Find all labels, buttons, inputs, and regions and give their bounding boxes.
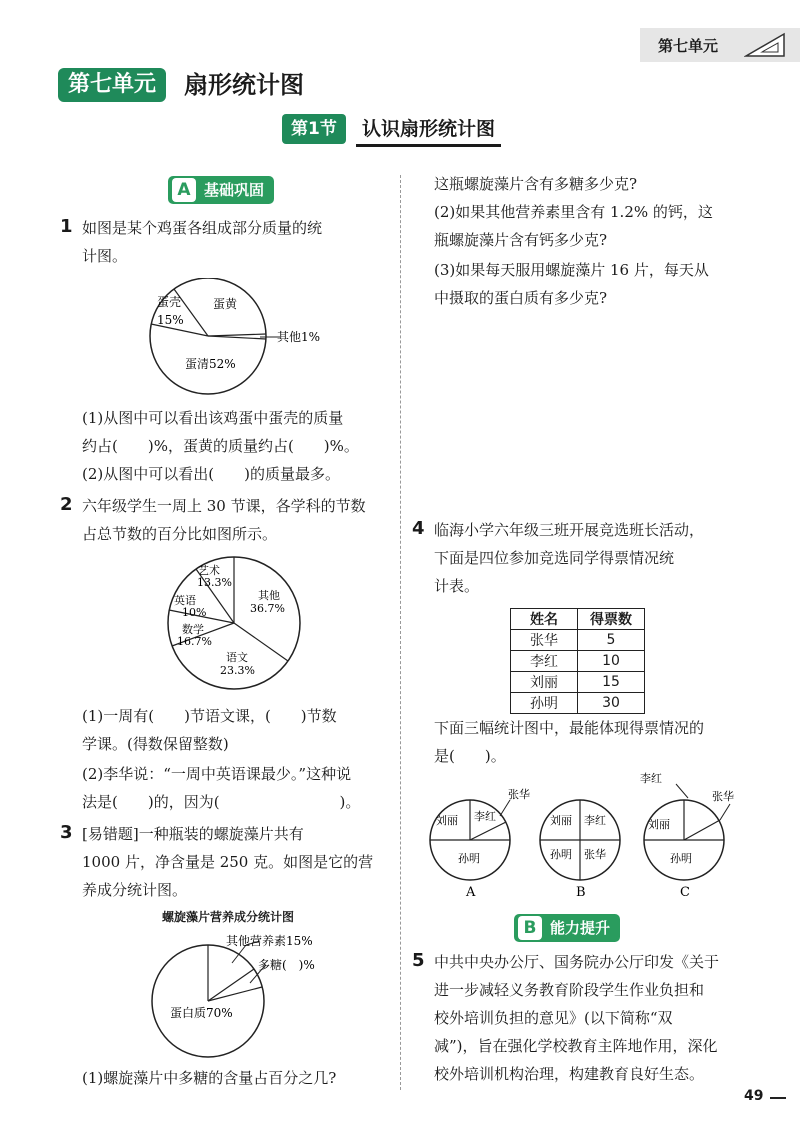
q2-number: 2 (60, 494, 73, 515)
table-row (511, 693, 645, 714)
q1-p2: (2)从图中可以看出( )的质量最多。 (82, 465, 340, 483)
q1-label-shell-pct: 15% (157, 313, 184, 327)
option-c-label-lihong: 李红 (640, 772, 662, 785)
tag-a-label: 基础巩固 (204, 181, 265, 199)
q3-line-1: [易错题]一种瓶装的螺旋藻片共有 (82, 825, 304, 843)
q3-chart-title: 螺旋藻片营养成分统计图 (162, 910, 295, 924)
q2-label-chinese: 语文 (226, 651, 248, 664)
table-header-votes: 得票数 (578, 609, 645, 630)
tag-basic (168, 176, 274, 204)
option-b-label-liuli: 刘丽 (550, 814, 572, 827)
q1-p1-line-1: (1)从图中可以看出该鸡蛋中蛋壳的质量 (82, 409, 344, 427)
q4-line-2: 下面是四位参加竞选同学得票情况统 (434, 549, 675, 567)
q2-label-english: 英语 (174, 594, 196, 607)
tag-a-letter: A (172, 178, 196, 202)
chapter-badge: 第七单元 (58, 68, 166, 102)
option-b-label-sunming: 孙明 (550, 848, 572, 861)
q1-line-1: 如图是某个鸡蛋各组成部分质量的统 (82, 219, 323, 237)
q3-line-2: 1000 片，净含量是 250 克。如图是它的营 (82, 853, 374, 871)
q3-right-line-4: (3)如果每天服用螺旋藻片 16 片，每天从 (434, 261, 709, 279)
page-number-rule (770, 1097, 786, 1099)
table-cell: 15 (578, 672, 645, 693)
q4-number: 4 (412, 518, 425, 539)
table-header-name: 姓名 (511, 609, 578, 630)
q1-pie-chart (135, 278, 335, 398)
option-b-label-zhanghua: 张华 (584, 848, 606, 861)
table-cell: 30 (578, 693, 645, 714)
q3-right-line-3: 瓶螺旋藻片含有钙多少克? (434, 231, 608, 249)
q3-number: 3 (60, 822, 73, 843)
q2-line-1: 六年级学生一周上 30 节课，各学科的节数 (82, 497, 366, 515)
option-c-label-sunming: 孙明 (670, 852, 692, 865)
page-number: 49 (744, 1088, 764, 1104)
q3-line-3: 养成分统计图。 (82, 881, 188, 899)
q5-line-5: 校外培训机构治理，构建教育良好生态。 (434, 1065, 705, 1083)
option-a-label-sunming: 孙明 (458, 852, 480, 865)
q2-label-art: 艺术 (198, 564, 220, 577)
q3-p1: (1)螺旋藻片中多糖的含量占百分之几? (82, 1069, 337, 1087)
section-title: 认识扇形统计图 (356, 114, 501, 147)
q2-label-math: 数学 (182, 623, 204, 636)
table-row (511, 630, 645, 651)
unit-tab-label: 第七单元 (658, 37, 719, 55)
table-cell: 张华 (511, 630, 578, 651)
option-c-label-zhanghua: 张华 (712, 790, 734, 803)
option-c-label-liuli: 刘丽 (648, 818, 670, 831)
q1-label-shell: 蛋壳 (157, 295, 182, 309)
q2-p2-line-1: (2)李华说：“一周中英语课最少。”这种说 (82, 765, 352, 783)
table-cell: 10 (578, 651, 645, 672)
q4-line-1: 临海小学六年级三班开展竞选班长活动， (434, 521, 705, 539)
q1-label-yolk: 蛋黄 (213, 297, 238, 311)
q1-number: 1 (60, 216, 73, 237)
q4-line-3: 计表。 (434, 577, 480, 595)
q2-label-english-pct: 10% (182, 606, 207, 619)
table-row (511, 651, 645, 672)
option-a-label-lihong: 李红 (474, 810, 496, 823)
option-a-label-zhanghua: 张华 (508, 788, 530, 801)
q4-option-a-chart (428, 780, 538, 900)
q5-line-2: 进一步减轻义务教育阶段学生作业负担和 (434, 981, 705, 999)
q2-pie-chart (160, 555, 310, 695)
q5-line-3: 校外培训负担的意见》(以下简称“双 (434, 1009, 673, 1027)
q5-line-1: 中共中央办公厅、国务院办公厅印发《关于 (434, 953, 720, 971)
q3-label-sugar: 多糖( )% (258, 958, 315, 972)
option-c-letter: C (680, 885, 690, 900)
tag-advanced (514, 914, 620, 942)
option-a-letter: A (466, 885, 476, 900)
q3-label-other: 其他营养素15% (226, 934, 313, 948)
q2-label-other: 其他 (258, 589, 280, 602)
tag-b-letter: B (518, 916, 542, 940)
table-cell: 孙明 (511, 693, 578, 714)
q4-ask-line-1: 下面三幅统计图中，最能体现得票情况的 (434, 719, 705, 737)
q2-label-art-pct: 13.3% (197, 576, 232, 589)
column-divider (400, 175, 401, 1090)
table-row (511, 672, 645, 693)
q4-option-c-chart (636, 770, 746, 900)
q3-right-line-1: 这瓶螺旋藻片含有多糖多少克? (434, 175, 638, 193)
option-b-label-lihong: 李红 (584, 814, 606, 827)
q2-p1-line-2: 学课。(得数保留整数) (82, 735, 229, 753)
q2-line-2: 占总节数的百分比如图所示。 (82, 525, 278, 543)
q4-option-b-chart (538, 780, 638, 900)
triangle-ruler-icon (744, 32, 788, 58)
q2-label-chinese-pct: 23.3% (220, 664, 255, 677)
table-cell: 5 (578, 630, 645, 651)
q3-right-line-5: 中摄取的蛋白质有多少克? (434, 289, 608, 307)
q1-label-other: 其他1% (277, 330, 321, 344)
q2-label-other-pct: 36.7% (250, 602, 285, 615)
q4-votes-table (510, 608, 645, 714)
q2-label-math-pct: 16.7% (177, 635, 212, 648)
chapter-title: 扇形统计图 (184, 71, 304, 99)
section-badge: 第1节 (282, 114, 346, 144)
q2-p2-line-2: 法是( )的，因为( )。 (82, 793, 361, 811)
q3-label-protein: 蛋白质70% (170, 1006, 233, 1020)
q2-p1-line-1: (1)一周有( )节语文课，( )节数 (82, 707, 337, 725)
q4-ask-line-2: 是( )。 (434, 747, 506, 765)
unit-tab (640, 28, 800, 62)
option-b-letter: B (576, 885, 586, 900)
q1-line-2: 计图。 (82, 247, 128, 265)
q5-line-4: 减”)，旨在强化学校教育主阵地作用，深化 (434, 1037, 718, 1055)
tag-b-label: 能力提升 (550, 919, 611, 937)
q3-right-line-2: (2)如果其他营养素里含有 1.2% 的钙，这 (434, 203, 713, 221)
q1-label-white: 蛋清52% (185, 357, 236, 371)
q3-pie-chart (150, 925, 330, 1060)
table-cell: 李红 (511, 651, 578, 672)
q5-number: 5 (412, 950, 425, 971)
q1-p1-line-2: 约占( )%，蛋黄的质量约占( )%。 (82, 437, 359, 455)
option-a-label-liuli: 刘丽 (436, 814, 458, 827)
table-cell: 刘丽 (511, 672, 578, 693)
table-header-row (511, 609, 645, 630)
